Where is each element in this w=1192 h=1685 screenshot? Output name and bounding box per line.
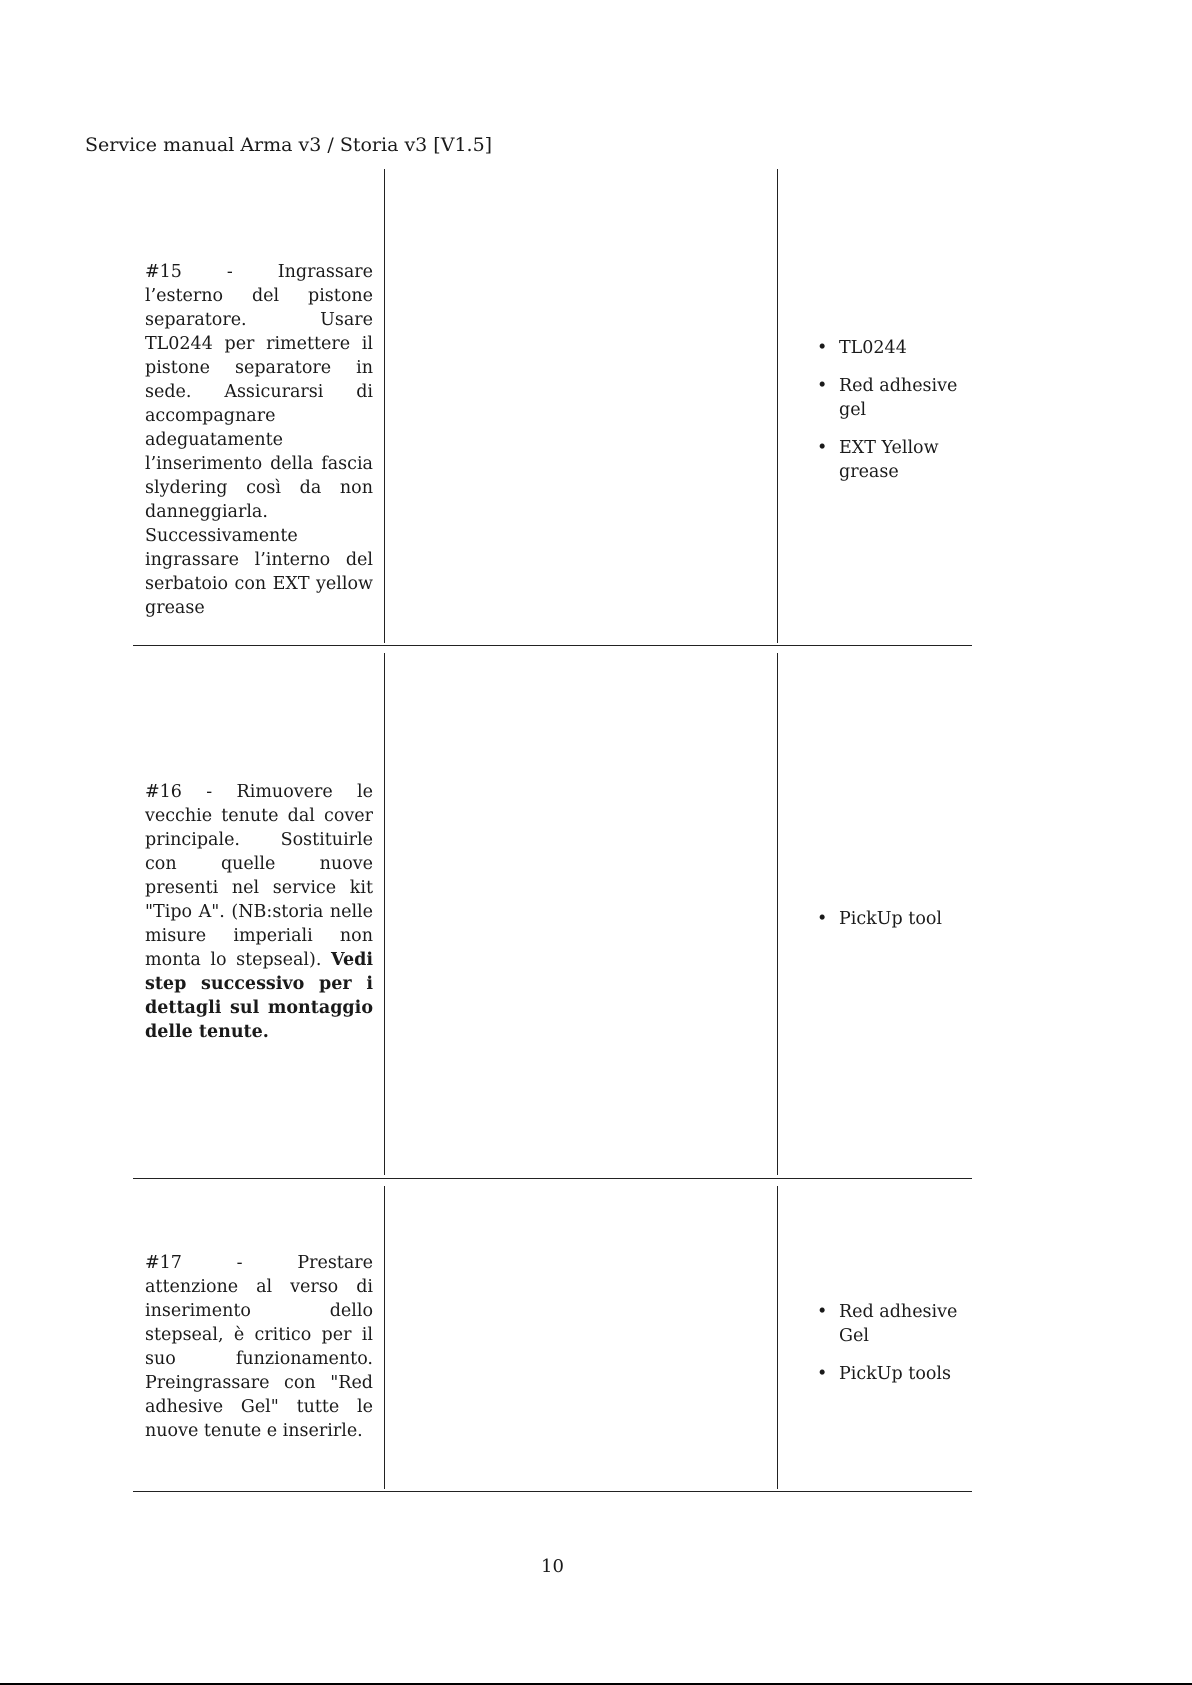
document-header: Service manual Arma v3 / Storia v3 [V1.5] <box>85 134 493 156</box>
step-text: #15 - Ingrassare l’esterno del pistone separatore. Usare TL0244 per rimettere il pistone separatore in sede. Assicurarsi di accompagnare adeguatamente l’inserimento della fascia slydering così da non danneggiarla. Successivamente ingrassare l’interno del serbatoio con EXT yellow grease <box>145 262 373 618</box>
tool-item: • PickUp tools <box>817 1362 967 1386</box>
tool-item: • PickUp tool <box>817 907 967 931</box>
step-text-bold: Vedi step successivo per i dettagli sul montaggio delle tenute. <box>145 950 373 1042</box>
step-text: #16 - Rimuovere le vecchie tenute dal cover principale. Sostituirle con quelle nuove presenti nel service kit "Tipo A". (NB:storia nelle misure imperiali non monta lo stepseal). <box>145 782 373 970</box>
step-16-tools-list <box>817 907 967 945</box>
column-divider <box>777 1186 778 1489</box>
step-15-tools-list <box>817 336 967 498</box>
step-16-description <box>145 780 373 1044</box>
row-divider <box>133 645 972 646</box>
step-text: #17 - Prestare attenzione al verso di inserimento dello stepseal, è critico per il suo funzionamento. Preingrassare con "Red adhesive Gel" tutte le nuove tenute e inserirle. <box>145 1253 373 1441</box>
column-divider <box>777 169 778 643</box>
step-17-tools-list <box>817 1300 967 1400</box>
page-number: 10 <box>541 1556 564 1577</box>
row-divider <box>133 1491 972 1492</box>
tool-item: • Red adhesive Gel <box>817 1300 967 1348</box>
row-divider <box>133 1178 972 1179</box>
column-divider <box>777 653 778 1175</box>
column-divider <box>384 653 385 1175</box>
tool-item: • EXT Yellow grease <box>817 436 967 484</box>
tool-item: • TL0244 <box>817 336 967 360</box>
tool-item: • Red adhesive gel <box>817 374 967 422</box>
step-15-description <box>145 260 373 620</box>
step-17-description <box>145 1251 373 1443</box>
column-divider <box>384 1186 385 1489</box>
column-divider <box>384 169 385 643</box>
